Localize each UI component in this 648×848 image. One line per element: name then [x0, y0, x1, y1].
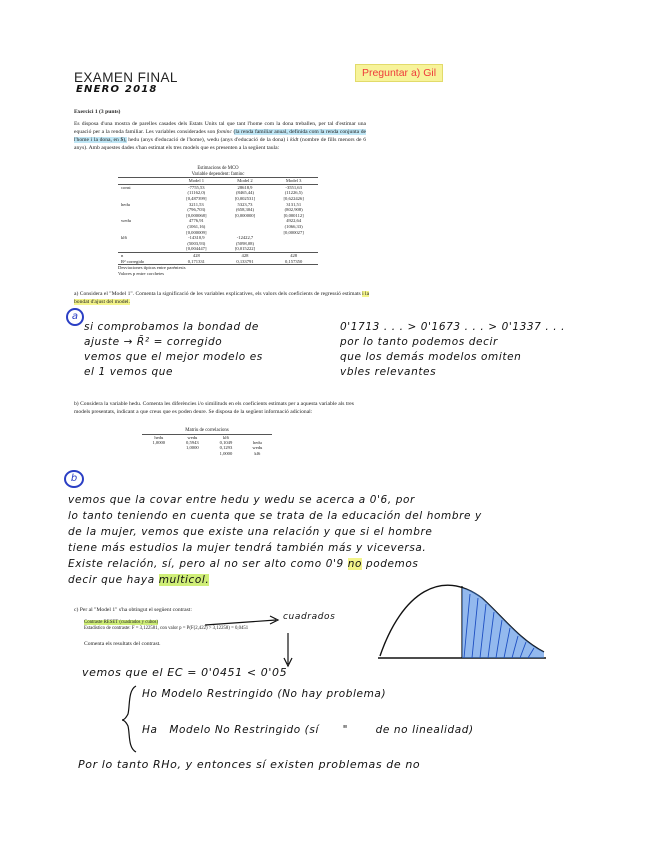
table-cell: 0,133791	[236, 258, 254, 264]
handwritten-line: el 1 vemos que	[84, 366, 174, 378]
exercise-heading: Exercici 1 (3 punts)	[74, 109, 121, 115]
handwritten-line: ajuste → R̄² = corregido	[84, 336, 223, 348]
table-cell: 3131,51	[286, 201, 302, 207]
intro-text-1: Es disposa d'una mostra de parelles casades dels Estats Units tal que tant l'home com la dona treballen, per tal d'estimar una equació per a la renda familiar. Les variables considerades son	[74, 121, 366, 135]
handwritten-line: tiene más estudios la mujer tendrá también más y viceversa.	[68, 542, 427, 554]
answer-b-line5-a: Existe relación, sí, pero al no ser alto como 0'9	[68, 558, 344, 570]
table-caption: Estimacions de MCO	[197, 166, 239, 171]
matrix-cell: 1,0000	[186, 445, 199, 451]
matrix-title: Matriu de correlacions	[142, 428, 272, 435]
matrix-cell: kl6	[254, 450, 261, 456]
handwritten-line: si comprobamos la bondad de	[84, 321, 259, 333]
table-cell: 0,157350	[285, 258, 303, 264]
table-cell: [0,000009]	[186, 229, 207, 235]
answer-b-line5-b: podemos	[365, 558, 419, 570]
brace	[122, 686, 136, 752]
question-c-text: Per al "Model 1" s'ha obtingut el següent contrast:	[79, 607, 192, 613]
table-cell: [0,622426]	[283, 195, 304, 201]
intro-italic: fominc	[216, 129, 232, 135]
intro-text-2: hedu (anys d'educació de l'home), wedu (anys d'educació de la dona) i	[128, 137, 289, 143]
contrast-title: Contraste RESET (cuadrados y cubos)	[84, 620, 158, 625]
table-cell: hedu	[121, 201, 130, 207]
table-cell: 428	[192, 252, 200, 258]
table-cell: -3551,63	[285, 184, 302, 190]
handwritten-line: por lo tanto podemos decir	[340, 336, 498, 348]
table-cell: 28618,9	[237, 184, 253, 190]
answer-c-h0: Ho Modelo Restringido (No hay problema)	[142, 688, 387, 700]
table-cell: [0,000027]	[283, 229, 304, 235]
sketch-shaded-tail	[462, 588, 544, 658]
matrix-cell: 1,0000	[152, 440, 166, 445]
page-title: EXAMEN FINAL	[74, 70, 178, 85]
intro-text-3: (nombre de fills menors de 6 anys). Amb aquestes dades s'han estimat els tres models que es presenten a la següent taula:	[74, 137, 367, 151]
table-header-cell: Model 1	[172, 178, 221, 184]
table-cell: 4776,91	[188, 218, 204, 224]
matrix-cell: hedu	[252, 440, 262, 445]
table-cell: wedu	[121, 218, 131, 224]
handwritten-date: ENERO 2018	[76, 84, 158, 95]
matrix-cell: 0,1049	[219, 440, 233, 445]
matrix-cell: wedu	[252, 445, 263, 451]
table-cell: (11226,5)	[284, 190, 303, 196]
contrast-stat: Estadístico de contraste: F = 3,122581, con valor p = P(F(2,422) > 3,12258) = 0,0451	[84, 626, 249, 632]
matrix-cell: hedu	[154, 434, 164, 440]
answer-c-ha: Ha Modelo No Restringido (sí " de no linealidad)	[142, 724, 474, 736]
answer-b-line6-hl: multicol.	[158, 574, 210, 586]
question-c-label: c)	[74, 607, 79, 613]
table-cell: const	[121, 184, 131, 190]
handwritten-line: lo tanto teniendo en cuenta que se trata de la educación del hombre y	[68, 510, 482, 522]
table-cell: 428	[241, 252, 249, 258]
table-cell: [0,000068]	[186, 212, 207, 218]
question-c-comment: Comenta els resultats del contrast.	[84, 641, 161, 647]
table-cell: (5003,93)	[187, 240, 206, 246]
table-cell: (1066,33)	[284, 223, 303, 229]
table-cell: [0,000112]	[283, 212, 304, 218]
table-cell: 5323,73	[237, 201, 253, 207]
table-cell: -14310,9	[188, 235, 205, 241]
question-a-label: a)	[74, 291, 79, 297]
table-cell: 4922,64	[286, 218, 302, 224]
table-cell: 0,171331	[187, 258, 205, 264]
matrix-cell: 1,0000	[219, 450, 233, 456]
table-cell: [0,000000]	[234, 212, 256, 218]
table-cell: [0,002531]	[234, 195, 256, 201]
question-b-label: b)	[74, 401, 79, 407]
question-b-text: Considera la variable hedu. Comenta les diferències i/o similituds en els coeficients estimats per a aquesta variable als tres models presentats, indicant a que creus que es poden deure. Se disposa de la següent informació adicional:	[74, 401, 354, 415]
table-foot-2: Valores p entre corchetes	[118, 270, 165, 276]
table-cell: [0,487399]	[186, 195, 207, 201]
answer-b-marker: b	[64, 470, 84, 488]
table-cell: [0,015222]	[221, 246, 270, 252]
handwritten-line: de la mujer, vemos que existe una relación y que si el hombre	[68, 526, 433, 538]
table-subcaption: Variable dependent: faminc	[118, 172, 318, 179]
matrix-cell: 0,5943	[186, 440, 199, 445]
answer-b-line6-a: decir que haya	[68, 574, 155, 586]
answer-a-marker: a	[66, 308, 84, 326]
intro-kids: kidt	[290, 137, 299, 143]
handwritten-line: vemos que el mejor modelo es	[84, 351, 263, 363]
table-cell: (11162,0)	[187, 190, 206, 196]
handwritten-line: que los demás modelos omiten	[340, 351, 522, 363]
matrix-cell: wedu	[187, 434, 198, 440]
table-foot-1: Desviaciones típicas entre paréntesis	[118, 264, 318, 270]
table-cell: (1061,16)	[187, 223, 206, 229]
note-button[interactable]: Preguntar a) Gil	[355, 64, 443, 82]
answer-b-line5-hl: no	[347, 558, 362, 570]
table-cell: (658,304)	[235, 207, 254, 213]
contrast-annotation: cuadrados	[283, 612, 336, 622]
table-cell: 3211,53	[188, 201, 204, 207]
question-a-highlight: i la bondat d'ajust del model.	[74, 291, 370, 305]
table-cell: R² corregido	[121, 258, 145, 264]
table-cell: (802,908)	[284, 207, 303, 213]
table-cell: [0,004447]	[172, 246, 221, 252]
table-header-cell: Model 3	[269, 178, 318, 184]
table-cell: -7755,53	[188, 184, 205, 190]
table-cell: n	[121, 252, 124, 258]
table-cell: (5098,08)	[235, 240, 254, 246]
arrow-to-cuadrados	[205, 620, 276, 625]
matrix-cell: kl6	[223, 434, 229, 440]
handwritten-line: vemos que la covar entre hedu y wedu se acerca a 0'6, por	[68, 494, 415, 506]
table-cell: -12422,7	[236, 235, 254, 241]
table-cell: (8465,44)	[235, 190, 254, 196]
question-a-text: Considera el "Model 1". Comenta la significació de les variables explicatives, els valors dels coeficients de regressió estimats	[79, 291, 361, 297]
handwritten-line: 0'1713 . . . > 0'1673 . . . > 0'1337 . . .	[340, 321, 566, 333]
matrix-cell: 0,1293	[219, 445, 233, 451]
table-header-cell: Model 2	[221, 178, 270, 184]
intro-highlight: (la renda familiar anual, definida com la renda conjunta de l'home i la dona, en $),	[74, 129, 366, 143]
distribution-sketch	[372, 572, 552, 668]
table-cell: (796,703)	[187, 207, 206, 213]
table-cell: 428	[290, 252, 298, 258]
answer-c-conclusion: Por lo tanto RHo, y entonces sí existen problemas de no	[78, 758, 421, 771]
handwritten-line: vbles relevantes	[340, 366, 437, 378]
table-cell: kl6	[121, 235, 127, 241]
answer-c-line1: vemos que el EC = 0'0451 < 0'05	[82, 666, 288, 679]
